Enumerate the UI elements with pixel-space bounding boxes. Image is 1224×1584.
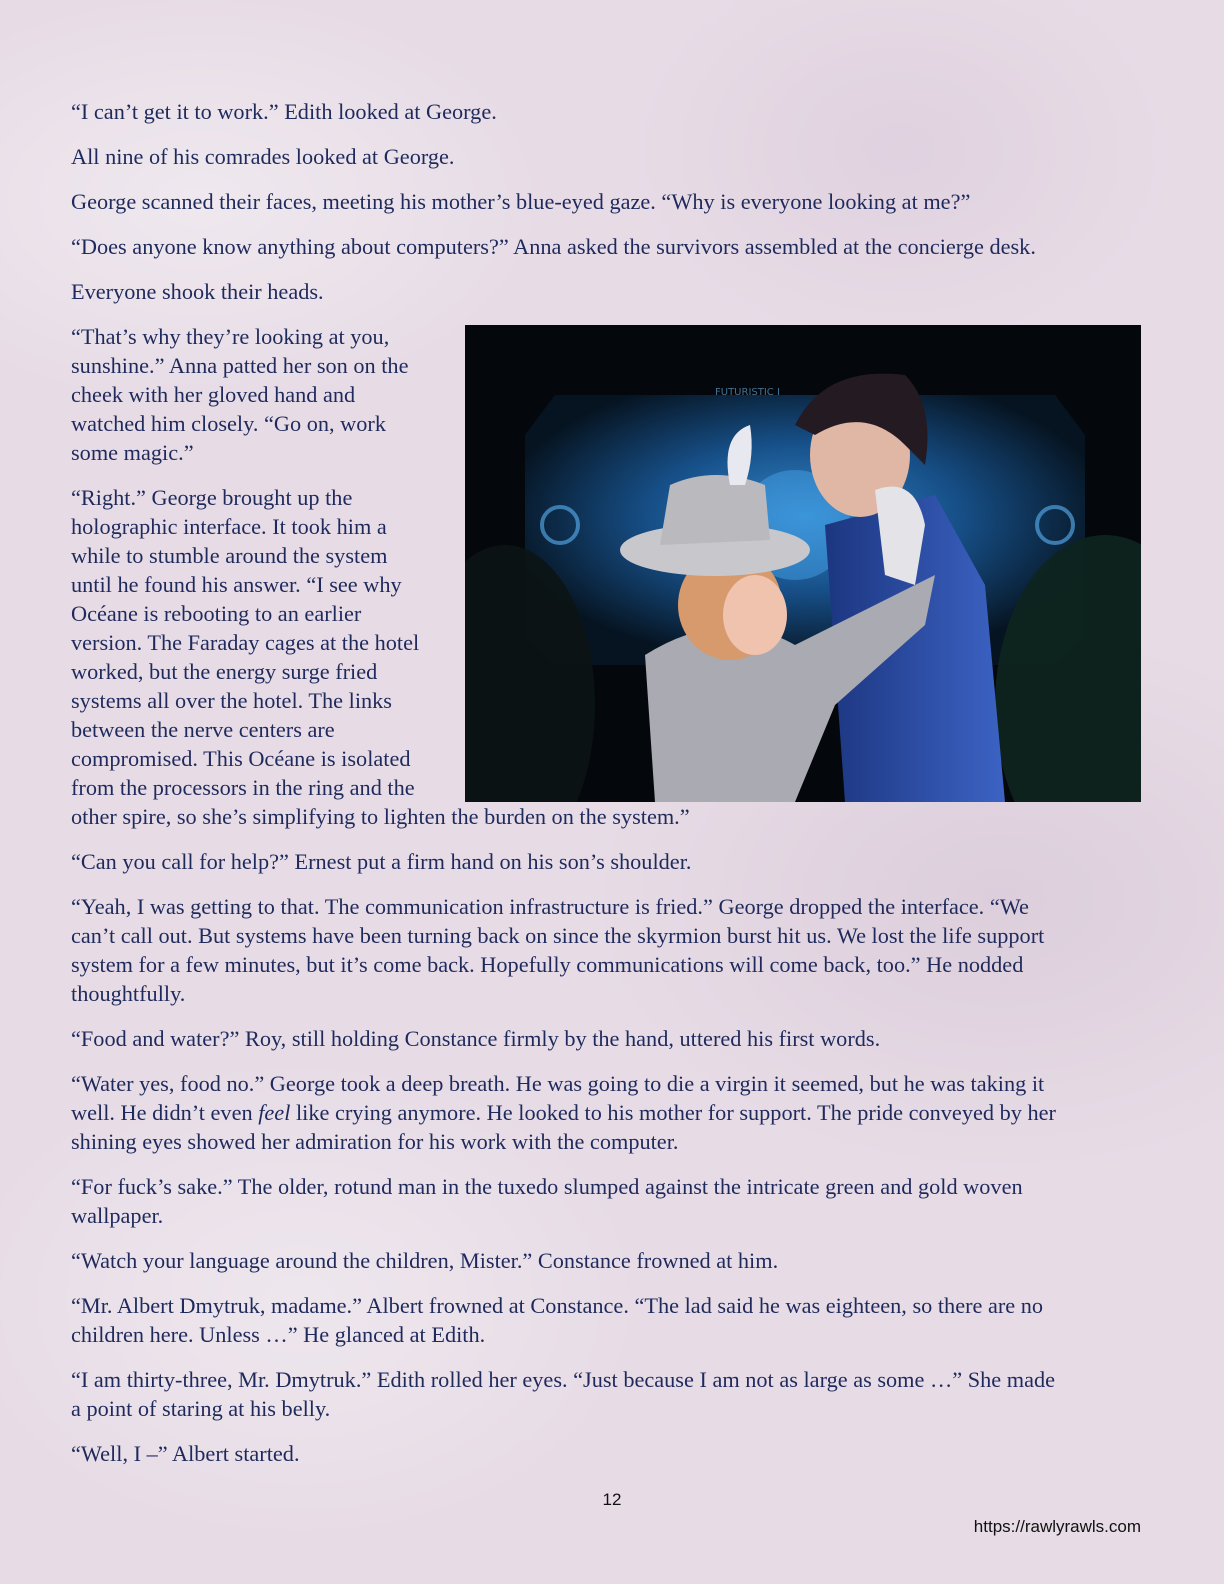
text-line: from the processors in the ring and the bbox=[71, 775, 415, 800]
text-line: until he found his answer. “I see why bbox=[71, 572, 402, 597]
screen-text: FUTURISTIC I bbox=[715, 387, 780, 398]
text-line: “I am thirty-three, Mr. Dmytruk.” Edith rolled her eyes. “Just because I am not as large as some …” She made bbox=[71, 1367, 1056, 1392]
text-segment: like crying anymore. He looked to his mother for support. The pride conveyed by her bbox=[290, 1100, 1056, 1125]
text-line: shining eyes showed her admiration for his work with the computer. bbox=[71, 1129, 679, 1154]
text-line: wallpaper. bbox=[71, 1203, 164, 1228]
woman-hat bbox=[660, 475, 770, 545]
text-line: “Right.” George brought up the bbox=[71, 485, 353, 510]
text-line: some magic.” bbox=[71, 440, 194, 465]
text-line: system for a few minutes, but it’s come back. Hopefully communications will come back, too.” He nodded bbox=[71, 952, 1024, 977]
paragraph bbox=[71, 847, 1151, 876]
text-line: “Watch your language around the children, Mister.” Constance frowned at him. bbox=[71, 1248, 779, 1273]
paragraph bbox=[71, 187, 1151, 216]
paragraph bbox=[71, 232, 1151, 261]
text-line: watched him closely. “Go on, work bbox=[71, 411, 386, 436]
paragraph bbox=[71, 1024, 1151, 1053]
paragraph bbox=[71, 97, 1151, 126]
footer-url[interactable]: https://rawlyrawls.com bbox=[973, 1517, 1141, 1536]
text-line: holographic interface. It took him a bbox=[71, 514, 387, 539]
text-line: “Well, I –” Albert started. bbox=[71, 1441, 300, 1466]
text-line: a point of staring at his belly. bbox=[71, 1396, 331, 1421]
text-line: “That’s why they’re looking at you, bbox=[71, 324, 390, 349]
text-line: George scanned their faces, meeting his mother’s blue-eyed gaze. “Why is everyone looking at me?” bbox=[71, 189, 971, 214]
paragraph bbox=[71, 1439, 1151, 1468]
text-line: cheek with her gloved hand and bbox=[71, 382, 356, 407]
paragraph bbox=[71, 1172, 1151, 1230]
text-line: compromised. This Océane is isolated bbox=[71, 746, 411, 771]
text-line: worked, but the energy surge fried bbox=[71, 659, 378, 684]
text-line: “For fuck’s sake.” The older, rotund man in the tuxedo slumped against the intricate green and gold woven bbox=[71, 1174, 1023, 1199]
text-line: Océane is rebooting to an earlier bbox=[71, 601, 362, 626]
text-line: systems all over the hotel. The links bbox=[71, 688, 392, 713]
paragraph bbox=[71, 1069, 1151, 1156]
text-line: “Mr. Albert Dmytruk, madame.” Albert frowned at Constance. “The lad said he was eighteen, so there are no bbox=[71, 1293, 1044, 1318]
text-line: can’t call out. But systems have been turning back on since the skyrmion burst hit us. We lost the life support bbox=[71, 923, 1045, 948]
text-line: version. The Faraday cages at the hotel bbox=[71, 630, 420, 655]
text-line: other spire, so she’s simplifying to lighten the burden on the system.” bbox=[71, 804, 690, 829]
text-line: “Water yes, food no.” George took a deep breath. He was going to die a virgin it seemed, but he was taking it bbox=[71, 1071, 1045, 1096]
paragraph bbox=[71, 1291, 1151, 1349]
illustration bbox=[465, 325, 1141, 802]
paragraph bbox=[71, 1246, 1151, 1275]
illustration-art bbox=[465, 325, 1141, 802]
paragraph bbox=[71, 142, 1151, 171]
text-line: “Food and water?” Roy, still holding Constance firmly by the hand, uttered his first words. bbox=[71, 1026, 881, 1051]
paragraph bbox=[71, 1365, 1151, 1423]
text-segment: well. He didn’t even bbox=[71, 1100, 259, 1125]
text-line: while to stumble around the system bbox=[71, 543, 388, 568]
paragraph bbox=[71, 277, 1151, 306]
paragraph bbox=[71, 892, 1151, 1008]
woman-face bbox=[723, 575, 787, 655]
text-line bbox=[71, 1098, 1151, 1127]
text-line: children here. Unless …” He glanced at Edith. bbox=[71, 1322, 486, 1347]
page-number: 12 bbox=[602, 1490, 622, 1509]
text-line: “Can you call for help?” Ernest put a firm hand on his son’s shoulder. bbox=[71, 849, 692, 874]
text-line: “I can’t get it to work.” Edith looked at George. bbox=[71, 99, 497, 124]
text-line: “Yeah, I was getting to that. The communication infrastructure is fried.” George dropped the interface. “We bbox=[71, 894, 1029, 919]
text-line: All nine of his comrades looked at George. bbox=[71, 144, 455, 169]
text-line: Everyone shook their heads. bbox=[71, 279, 324, 304]
text-line: thoughtfully. bbox=[71, 981, 186, 1006]
text-line: between the nerve centers are bbox=[71, 717, 335, 742]
text-line: sunshine.” Anna patted her son on the bbox=[71, 353, 409, 378]
text-line: “Does anyone know anything about computers?” Anna asked the survivors assembled at the concierge desk. bbox=[71, 234, 1036, 259]
italic-text: feel bbox=[258, 1100, 291, 1125]
